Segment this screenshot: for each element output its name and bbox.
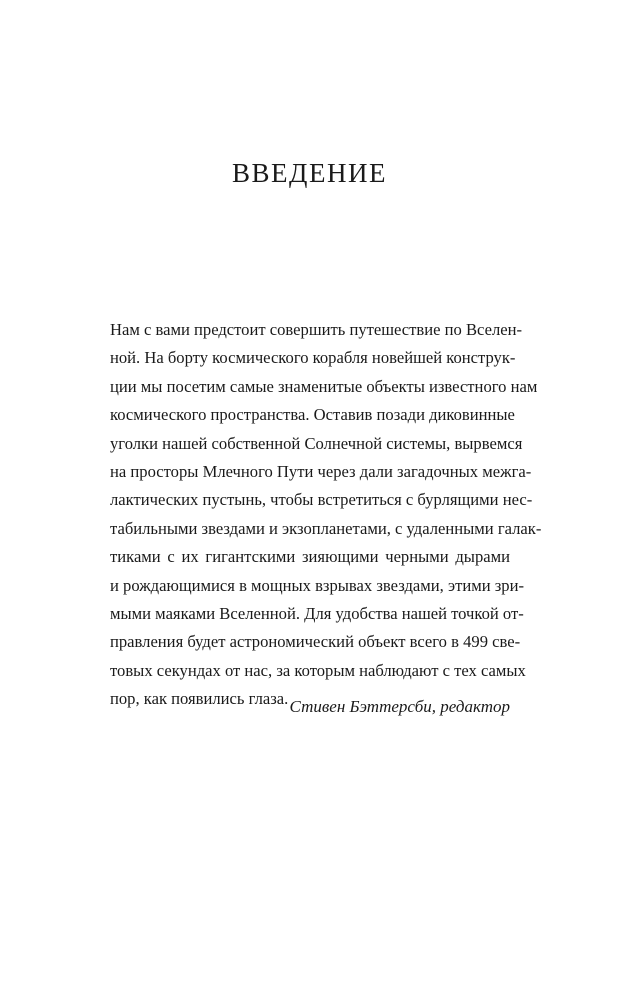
introduction-paragraph (110, 316, 542, 713)
paragraph-line: ции мы посетим самые знаменитые объекты известного нам (110, 376, 538, 396)
paragraph-line: товых секундах от нас, за которым наблюдают с тех самых (110, 660, 526, 680)
author-signature: Стивен Бэттерсби, редактор (289, 697, 510, 716)
chapter-title: ВВЕДЕНИЕ (232, 158, 387, 188)
paragraph-line: тиками с их гигантскими зияющими черными дырами (110, 547, 510, 567)
paragraph-line: лактических пустынь, чтобы встретиться с бурлящими нес- (110, 490, 533, 510)
paragraph-line: и рождающимися в мощных взрывах звездами, этими зри- (110, 575, 525, 595)
paragraph-line: табильными звездами и экзопланетами, с удаленными галак- (110, 518, 542, 538)
paragraph-line: правления будет астрономический объект всего в 499 све- (110, 632, 521, 652)
paragraph-line: ной. На борту космического корабля новейшей конструк- (110, 348, 516, 368)
paragraph-line: космического пространства. Оставив позади диковинные (110, 405, 515, 425)
paragraph-line: мыми маяками Вселенной. Для удобства нашей точкой от- (110, 603, 524, 623)
paragraph-line: пор, как появились глаза. (110, 689, 289, 709)
paragraph-line: на просторы Млечного Пути через дали загадочных межга- (110, 461, 532, 481)
paragraph-line: Нам с вами предстоит совершить путешествие по Вселен- (110, 320, 523, 339)
paragraph-line: уголки нашей собственной Солнечной системы, вырвемся (110, 433, 523, 453)
